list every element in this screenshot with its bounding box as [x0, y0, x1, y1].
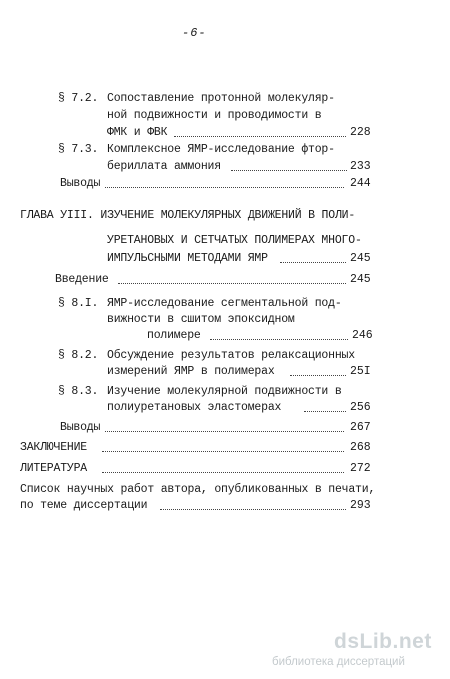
toc-entry-line: Список научных работ автора, опубликованных в печати, — [20, 483, 376, 496]
dot-leader — [290, 375, 346, 376]
toc-entry-line: ФМК и ФВК — [107, 126, 168, 139]
chapter-heading: ГЛАВА УIII. ИЗУЧЕНИЕ МОЛЕКУЛЯРНЫХ ДВИЖЕНИЙ В ПОЛИ- — [20, 209, 356, 222]
page-ref: 25I — [350, 365, 371, 378]
section-number: § 8.I. — [58, 297, 99, 310]
section-number: § 8.2. — [58, 349, 99, 362]
dot-leader — [105, 431, 344, 432]
watermark-brand: dsLib.net — [334, 630, 432, 653]
page-ref: 245 — [350, 252, 371, 265]
dot-leader — [102, 451, 344, 452]
toc-entry-line: Обсуждение результатов релаксационных — [107, 349, 355, 362]
dot-leader — [118, 283, 346, 284]
section-number: § 7.2. — [58, 92, 99, 105]
dot-leader — [105, 187, 344, 188]
toc-entry-line: Введение — [55, 273, 109, 286]
page-number: -6- — [182, 26, 207, 40]
toc-entry-line: бериллата аммония — [107, 160, 221, 173]
dot-leader — [304, 411, 346, 412]
page-ref: 268 — [350, 441, 371, 454]
watermark-logo — [272, 630, 432, 668]
page-ref: 244 — [350, 177, 371, 190]
page-ref: 293 — [350, 499, 371, 512]
dot-leader — [160, 509, 346, 510]
section-number: § 7.3. — [58, 143, 99, 156]
chapter-heading: УРЕТАНОВЫХ И СЕТЧАТЫХ ПОЛИМЕРАХ МНОГО- — [107, 234, 362, 247]
toc-entry-line: Выводы — [60, 421, 101, 434]
chapter-heading: ИМПУЛЬСНЫМИ МЕТОДАМИ ЯМР — [107, 252, 268, 265]
toc-entry-line: измерений ЯМР в полимерах — [107, 365, 275, 378]
toc-entry-line: по теме диссертации — [20, 499, 148, 512]
watermark-subtitle: библиотека диссертаций — [272, 656, 405, 668]
dot-leader — [102, 472, 344, 473]
page-ref: 272 — [350, 462, 371, 475]
toc-entry-line: полимере — [147, 329, 201, 342]
dot-leader — [174, 136, 346, 137]
toc-entry-line: ЯМР-исследование сегментальной под- — [107, 297, 342, 310]
toc-entry-line: Выводы — [60, 177, 101, 190]
toc-entry-line: ЛИТЕРАТУРА — [20, 462, 88, 475]
page-ref: 245 — [350, 273, 371, 286]
page-ref: 228 — [350, 126, 371, 139]
page-ref: 256 — [350, 401, 371, 414]
toc-entry-line: Сопоставление протонной молекуляр- — [107, 92, 335, 105]
dot-leader — [231, 170, 347, 171]
toc-entry-line: Комплексное ЯМР-исследование фтор- — [107, 143, 335, 156]
dot-leader — [210, 339, 348, 340]
toc-entry-line: вижности в сшитом эпоксидном — [107, 313, 295, 326]
page-ref: 246 — [352, 329, 373, 342]
toc-entry-line: Изучение молекулярной подвижности в — [107, 385, 342, 398]
page-ref: 267 — [350, 421, 371, 434]
section-number: § 8.3. — [58, 385, 99, 398]
toc-entry-line: ной подвижности и проводимости в — [107, 109, 322, 122]
toc-entry-line: полиуретановых эластомерах — [107, 401, 282, 414]
toc-entry-line: ЗАКЛЮЧЕНИЕ — [20, 441, 88, 454]
dot-leader — [280, 262, 346, 263]
page-ref: 233 — [350, 160, 371, 173]
